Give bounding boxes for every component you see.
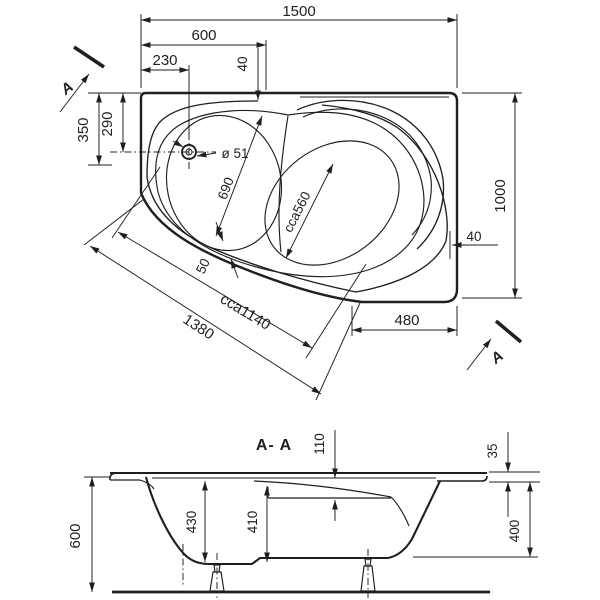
dim-inner-depth-seat: 410 (245, 510, 260, 534)
dim-front-edge-length: 1380 (179, 311, 218, 344)
dim-inner-depth-front: 430 (184, 510, 199, 534)
section-marker-label-a2: A (487, 347, 507, 368)
dim-drain-from-top: 290 (99, 111, 116, 137)
drain (110, 133, 216, 172)
dim-rim-edge-thickness: 35 (485, 443, 500, 459)
plan-view (57, 3, 522, 400)
dim-top-rim-width: 40 (235, 56, 250, 72)
section-marker-label-a1: A (57, 78, 77, 99)
section-dim-labels (67, 433, 522, 548)
dim-drain-axis-from-left: 600 (191, 27, 217, 44)
dim-apron-height: 400 (507, 519, 522, 543)
dim-inner-width: 690 (214, 175, 237, 202)
dim-seat-depth: 110 (312, 433, 327, 455)
dim-seat-width: cca560 (280, 189, 314, 235)
dim-front-rim-width: 50 (192, 256, 213, 277)
section-view (67, 430, 540, 598)
headrest-arc-inner (303, 109, 431, 235)
section-marker-top-left (57, 47, 104, 112)
dim-inner-length: cca1140 (217, 290, 274, 334)
dim-overall-depth: 1000 (492, 179, 509, 213)
basin-outline (156, 110, 424, 276)
section-marker-bottom-right (467, 321, 521, 370)
dim-corner-side-width: 480 (394, 312, 420, 329)
dim-drain-axis-from-top: 350 (75, 117, 92, 143)
dim-overall-height: 600 (67, 523, 84, 549)
dim-drain-from-left: 230 (152, 52, 178, 69)
headrest-arc-outer (297, 100, 444, 249)
seat-outline (241, 115, 424, 291)
dim-overall-width: 1500 (282, 3, 316, 20)
dim-drain-diameter: ø 51 (221, 146, 249, 161)
dim-right-rim-width: 40 (466, 229, 482, 244)
section-title: A- A (255, 437, 293, 454)
section-profile (110, 473, 538, 598)
